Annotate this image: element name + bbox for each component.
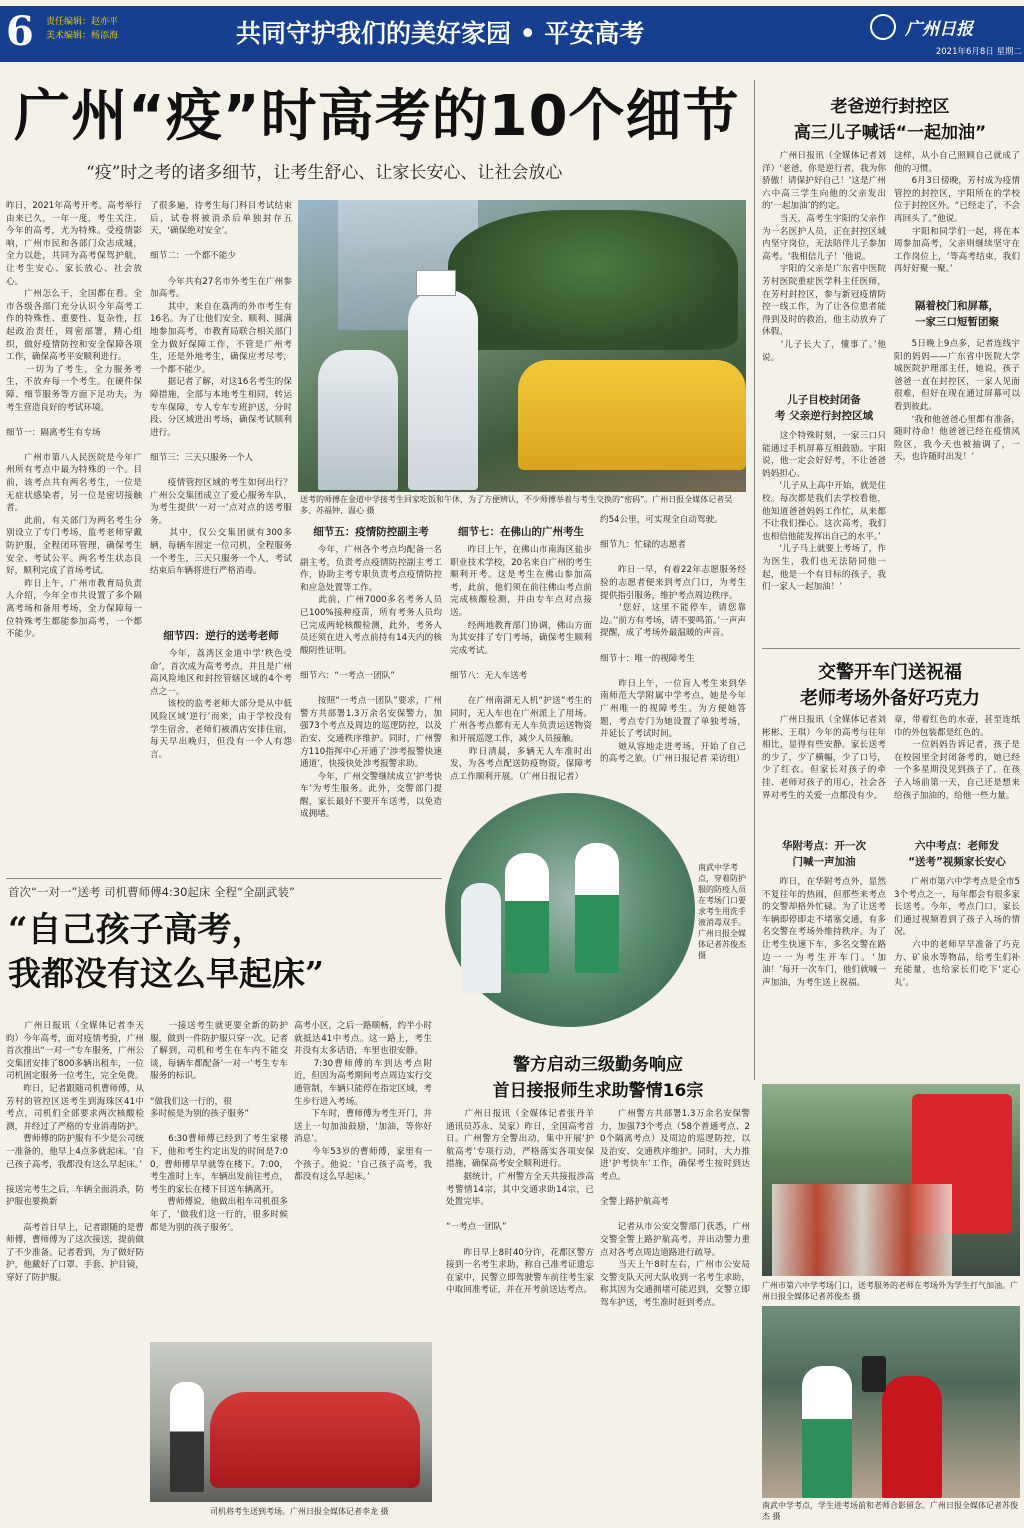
- police-col-1: 广州日报讯（全媒体记者张丹羊 通讯员苏永、吴家）昨日，全国高考首日。广州警方全警出动，集中开展‘护航高考’专项行动，严格落实各项安保措施，确保高考安全顺利进行。 据统计，广州警方全天共接报涉高考警情14宗，其中交通求助14宗，已处置完毕。 “一考点一团队” 昨日早上8时40分许，花都区警方接到一名考生求助，称自己准考证遗忘在家中，民警立即驾驶警车前往考生家中取回准考证，并在开考前送达考点。: [446, 1109, 594, 1296]
- photo-phone: [862, 1356, 886, 1392]
- main-col-4: 昨日上午，在佛山市南海区盐步职业技术学校，20名来自广州的考生顺利开考。这是考生在佛山参加高考，此前，他们须在前往佛山考点前完成核酸检测，并由专车点对点接送。 经两地教育部门协调，佛山方面为其安排了专门考场，确保考生顺利完成考试。 细节八：无人车送考 在广州南湖无人机“护送”考生的同时，无人车也在广州派上了用场。广州各考点都有无人车负责运送物资和开展巡逻工作，减少人员接触。 昨日清晨，多辆无人车准时出发，为各考点配送防疫物资，保障考点工作顺利开展。（广州日报记者）: [450, 545, 592, 782]
- police-headline-1: 警方启动三级勤务响应: [513, 1055, 683, 1075]
- lower-headline-1: “自己孩子高考，: [8, 910, 266, 950]
- right-mid-col-d: 广州市第六中学考点是全市53个考点之一，每年都会有很多家长送考。今年，考点门口，家长们通过视频看到了孩子入场的情况。 六中的老师早早准备了巧克力、矿泉水等物品，给考生们补充能量，也给家长们吃下‘定心丸’。: [894, 877, 1020, 988]
- masthead-banner: [0, 6, 1024, 62]
- lower-kicker: 首次“一对一”送考 司机曹师傅4:30起床 全程“全副武装”: [8, 885, 295, 899]
- photo-tree: [448, 210, 738, 350]
- main-col-1: 昨日，2021年高考开考。高考举行由来已久，一年一度，考生关注。今年的高考，尤为特殊。受疫情影响，广州市民和各部门众志成城，全力以赴，共同为高考保驾护航，让考生安心、家长放心、社会放心。 广州怎么干，全国都在看。全市各级各部门充分认识今年高考工作的特殊性、重要性、复杂性，扛起政治责任，周密部署，精心组织，做好疫情防控和安全保障各项工作，确保高考平安顺利进行。 一切为了考生，全力服务考生，不放弃每一个考生。在硬件保障、细节服务等方面下足功夫，为考生营造良好的考试环境。 细节一：隔离考生有专场 广州市第八人民医院是今年广州所有考点中最为特殊的一个。目前，该考点共有两名考生，一位是无症状感染者，另一位是密切接触者。 此前，有关部门为两名考生分别设立了专门考场，监考老师穿戴防护服，全程闭环管理，确保考生安全、考试公平。两名考生状态良好，顺利完成了首场考试。 昨日上午，广州市教育局负责人介绍，今年全市共设置了多个隔离考场和备用考场，全力保障每一位特殊考生都能参加高考，一个都不能少。: [6, 201, 142, 640]
- circle-photo: [442, 790, 698, 1030]
- detail-7-heading: 细节七：在佛山的广州考生: [458, 526, 584, 538]
- page-number: 6: [6, 8, 34, 55]
- lower-col-3: 高考小区，之后一路顺畅，约半小时就抵达41中考点。这一路上，考生并没有太多话语，车里也很安静。 7:30曹师傅的车到达考点附近，但因为高考期间考点周边实行交通管制，车辆只能停在指定区域，考生步行进入考场。 下车时，曹师傅为考生开门，并送上一句加油鼓励，‘加油，等你好消息’。 今年53岁的曹师傅，家里有一个孩子。他说：‘自己孩子高考，我都没有这么早起床。’: [294, 1021, 432, 1183]
- main-col-3: 今年，广州各个考点均配备一名副主考，负责考点疫情防控副主考工作，协助主考专职负责考点疫情防控和应急处置等工作。 此前，广州7000多名考务人员已100%接种疫苗，所有考务人员均已完成两轮核酸检测，此外，考务人员还须在进入考点前持有14天内的核酸阴性证明。 细节六：“一考点一团队” 按照“一考点一团队”要求，广州警方共部署1.3万余名安保警力，加强73个考点及周边的巡逻防控，以及治安、交通秩序维护。同时，广州警方110指挥中心开通了‘涉考报警快速通道’，快接快处涉考报警求助。 今年，广州交警继续成立‘护考快车’为考生服务。此外，交警部门提醒，家长最好不要开车送考，以免造成拥堵。: [300, 545, 442, 820]
- right-divider: [754, 80, 755, 1080]
- editor-line-1: 责任编辑：赵亦平: [46, 17, 119, 27]
- right-mid-rule: [762, 648, 1020, 649]
- right-top-col-c: 5日晚上9点多，记者连线宇阳的妈妈——广东省中医院大学城医院护理部主任，她说，孩子爸爸一直在封控区，一家人见面很难，但好在现在通过屏幕可以看到彼此。 ‘我和他爸爸心里都有准备，随时待命！他爸爸已经在疫情风险区，我今天也被抽调了，一天，也许随时出发！’: [894, 339, 1020, 463]
- right-top-headline-2: 高三儿子喊话“一起加油”: [793, 123, 987, 143]
- photo-taxi: [518, 360, 746, 470]
- paper-name: 广州日报: [905, 19, 974, 40]
- right-mid-headline-1: 交警开车门送祝福: [818, 662, 962, 683]
- right-top-headline-1: 老爸逆行封控区: [830, 97, 950, 117]
- right-top-sub-b: 隔着校门和屏幕， 一家三口短暂团聚: [915, 300, 999, 328]
- right-mid-sub-b: 六中考点：老师发 “送考”视频家长安心: [908, 840, 1006, 868]
- taxi-photo-caption: 司机将考生送到考场。广州日报全媒体记者李龙 摄: [210, 1507, 389, 1516]
- main-col-5: 约54公里，可实现全自动驾驶。 细节九：忙碌的志愿者 昨日一早，有着22年志愿服务经验的志愿者便来到考点门口，为考生提供指引服务，维护考点周边秩序。 ‘您好，这里不能停车，请您靠边。’‘前方有考场，请不要鸣笛。’一声声提醒，成了考场外最温暖的声音。 细节十：唯一的视障考生 昨日上午，一位盲人考生来到华南师范大学附属中学考点，她是今年广州唯一的视障考生。为方便她答题，考点专门为她设置了单独考场，并延长了考试时间。 她从容地走进考场，开始了自己的高考之旅。（广州日报记者 采访组）: [600, 515, 746, 765]
- phone-photo: [762, 1306, 1020, 1498]
- lower-headline-2: 我都没有这么早起床”: [8, 954, 324, 993]
- editor-line-2: 美术编辑：杨添海: [46, 31, 119, 41]
- photo-crowd: [772, 1184, 952, 1276]
- issue-date: 2021年6月8日 星期二: [935, 47, 1022, 57]
- lower-col-1: 广州日报讯（全媒体记者李天昀）今年高考，面对疫情考验，广州首次推出“一对一”专车服务，广州公交集团安排了800多辆出租车，一位司机固定服务一位考生，完全免费。 昨日，记者跟随司机曹师傅，从芳村的管控区送考生到海珠区41中考点，司机们全部要求两次核酸检测，并经过了严格的专业消毒防护。 曹师傅的防护服有不少是公司统一准备的，他早上4点多就起床。‘自己孩子高考，我都没有这么早起床。’ 接送完考生之后，车辆全面消杀，防护服也要换新 高考首日早上，记者跟随的是曹师傅，曹师傅为了这次接送，提前做了不少准备。记者看到，为了做好防护，他戴好了口罩、手套、护目镜，穿好了防护服。: [6, 1021, 144, 1283]
- lower-rule: [6, 878, 442, 879]
- photo-student-2: [575, 843, 619, 973]
- photo-helper: [318, 350, 398, 490]
- photo-parent-red: [882, 1376, 942, 1498]
- taxi-photo: [150, 1342, 432, 1502]
- photo-sign: [416, 270, 456, 296]
- right-mid-col-a: 广州日报讯（全媒体记者刘彬彬、王琪）今年的高考与往年相比，显得有些安静。家长送考的少了，少了横幅，少了口号，少了红衣。但家长对孩子的牵挂、老师对孩子的用心，社会各界对考生的关爱一点都没有少。: [762, 715, 886, 801]
- police-headline-2: 首日接报师生求助警情16宗: [492, 1081, 704, 1101]
- right-mid-col-b: 章，带着红色的水壶，甚至连纸巾的外包装都是红色的。 一位妈妈告诉记者，孩子是在校园里全封闭备考的，她已经一个多星期没见到孩子了，在孩子入场前第一天，自己还是想来给孩子加油的，给他一些力量。: [894, 715, 1020, 801]
- right-top-col-a: 广州日报讯（全媒体记者刘洋）‘老爸，你是逆行者，我为你骄傲！请保护好自己！’这是广州六中高三学生向他的父亲发出的‘一起加油’的约定。 当天，高考生宇阳的父亲作为一名医护人员，正在封控区域内坚守岗位，无法陪伴儿子参加高考。‘我相信儿子！’他说。 宇阳的父亲是广东省中医院芳村医院重症医学科主任医师，在芳村封控区，参与新冠疫情防控一线工作，为了让各位患者能得到及时的救治，他主动放弃了休假。 ‘儿子长大了，懂事了。’他说。: [762, 151, 886, 363]
- photo-staff: [461, 883, 501, 993]
- police-col-2: 广州警方共部署1.3万余名安保警力，加强73个考点（58个普通考点、20个隔离考点）及周边的巡逻防控，以及治安、交通秩序维护。同时，大力推进‘护考快车’工作，确保考生按时到达考点。 全警上路护航高考 记者从市公安交警部门获悉，广州交警全警上路护航高考，并出动警力重点对各考点周边道路进行疏导。 当天上午8时左右，广州市公安局交警支队天河大队收到一名考生求助，称其因为交通拥堵可能迟到，交警立即驾车护送，考生准时赶到考点。: [600, 1109, 750, 1308]
- right-mid-col-c: 昨日，在华附考点外，显然不复往年的热闹，但那些来考点的交警却格外忙碌。为了让送考车辆即停即走不堵塞交通，有多名交警在考场外维持秩序。为了让考生快速下车，多名交警在路边一一为考生开车门。‘加油！’每开一次车门，他们就喊一声加油，为考生送上祝福。: [762, 877, 886, 988]
- main-photo-caption: 送考的师傅在金道中学接考生回家吃饭和午休，为了方便辨认，不少师傅举着与考生交换的“密码”。广州日报全媒体记者吴多、苏福钟、温心 摄: [300, 495, 733, 515]
- detail-5-heading: 细节五：疫情防控副主考: [313, 526, 429, 538]
- teacher-photo: [762, 1084, 1020, 1276]
- photo-worker-suit: [408, 290, 478, 490]
- photo-student-1: [505, 853, 549, 973]
- main-photo: [298, 200, 746, 492]
- lower-col-2: 一接送考生就更要全新的防护服，做到一件防护服只穿一次。记者了解到，司机和考生在车内不能交谈，每辆车都配备‘一对一’考生专车服务的标识。 “做我们这一行的，很 多时候是为别的孩子服务” 6:30曹师傅已经到了考生家楼下，他和考生约定出发的时间是7:00，曹师傅早早就等在楼下。7:00，考生准时上车，车辆出发前往考点，考生的家长在楼下目送车辆离开。 曹师傅说，他做出租车司机很多年了，‘做我们这一行的，很多时候都是为别的孩子服务’。: [150, 1021, 288, 1233]
- right-top-sub-c: 儿子目校封闭备 考 父亲逆行封控区域: [774, 394, 874, 422]
- main-col-2: 了很多遍，待考生每门科目考试结束后，试卷将被消杀后单独封存五天，‘确保绝对安全’。 细节二：一个都不能少 今年共有27名市外考生在广州参加高考。 其中，来自在荔湾的外市考生有16名。为了让他们安全、顺利、圆满地参加高考，市教育局联合相关部门全力做好保障工作，不管是广州考生，还是外地考生，确保应考尽考，一个都不能少。 据记者了解，对这16名考生的保障措施，全部与本地考生相同，转运专车保障，专人专车专班护送，分时段、分区域进出考场，确保考试顺利进行。 细节三：三天只服务一个人 疫情管控区域的考生如何出行？广州公交集团成立了爱心服务车队，为考生提供‘一对一’点对点的送考服务。 其中，仅公交集团就有300多辆，每辆车固定一位司机，全程服务一个考生，三天只服务一个人，考试结束后车辆将进行严格消毒。: [150, 201, 292, 577]
- photo-student-green: [802, 1366, 852, 1498]
- right-top-col-d: 这个特殊时刻，一家三口只能通过手机屏幕互相鼓励。宇阳说，他一定会好好考，不让爸爸妈妈担心。 ‘儿子从上高中开始，就是住校。每次都是我们去学校看他，他知道爸爸妈妈工作忙，从来都不让我们操心。这次高考，我们也相信他能发挥出自己的水平。’ ‘儿子马上就要上考场了，作为医生，我们也无法陪同他一起，他是一个有目标的孩子，我们一家人一起加油！’: [762, 431, 886, 593]
- guangzhou-daily-logo-icon: [870, 14, 896, 40]
- circle-photo-caption: 南武中学考点，穿着防护服的防疫人员在考场门口要求考生用洗手液消毒双手。广州日报全媒体记者苏俊杰 摄: [698, 863, 746, 960]
- detail-4-text: 今年，荔湾区金道中学‘秩色受命’，首次成为高考考点，并且是广州高风险地区和封控管辖区域的4个考点之一。 该校的监考老师大部分是从中低风险区域‘逆行’而来，由于学校没有学生宿舍，老师们被酒店安排住宿，每天早出晚归，但没有一个人有怨言。: [150, 649, 292, 760]
- detail-4-heading: 细节四：逆行的送考老师: [163, 630, 279, 642]
- main-headline: 广州“疫”时高考的10个细节: [14, 84, 740, 149]
- photo-student-walking: [170, 1382, 204, 1492]
- paper-logo: [870, 14, 1020, 42]
- right-top-col-b: 这样，从小自己照顾自己就成了他的习惯。 6月3日傍晚，芳村成为疫情管控的封控区，宇阳所在的学校位于封控区外。“已经走了，不会再回头了。”他说。 宇阳和同学们一起，将在本周参加高考，父亲则继续坚守在工作岗位上，‘等高考结束，我们再好好聚一聚。’: [894, 151, 1020, 275]
- main-subhead: “疫”时之考的诸多细节，让考生舒心、让家长安心、让社会放心: [86, 163, 563, 183]
- teacher-photo-caption: 广州市第六中学考场门口，送考服务的老师在考场外为学生打气加油。广州日报全媒体记者苏俊杰 摄: [762, 1281, 1018, 1301]
- phone-photo-caption: 南武中学考点，学生进考场前和老师合影留念。广州日报全媒体记者苏俊杰 摄: [762, 1501, 1018, 1521]
- right-mid-headline-2: 老师考场外备好巧克力: [800, 688, 980, 709]
- photo-taxi-red: [210, 1392, 420, 1488]
- right-mid-sub-a: 华附考点：开一次 门喊一声加油: [782, 840, 866, 868]
- masthead-title: 共同守护我们的美好家园 • 平安高考: [236, 19, 645, 48]
